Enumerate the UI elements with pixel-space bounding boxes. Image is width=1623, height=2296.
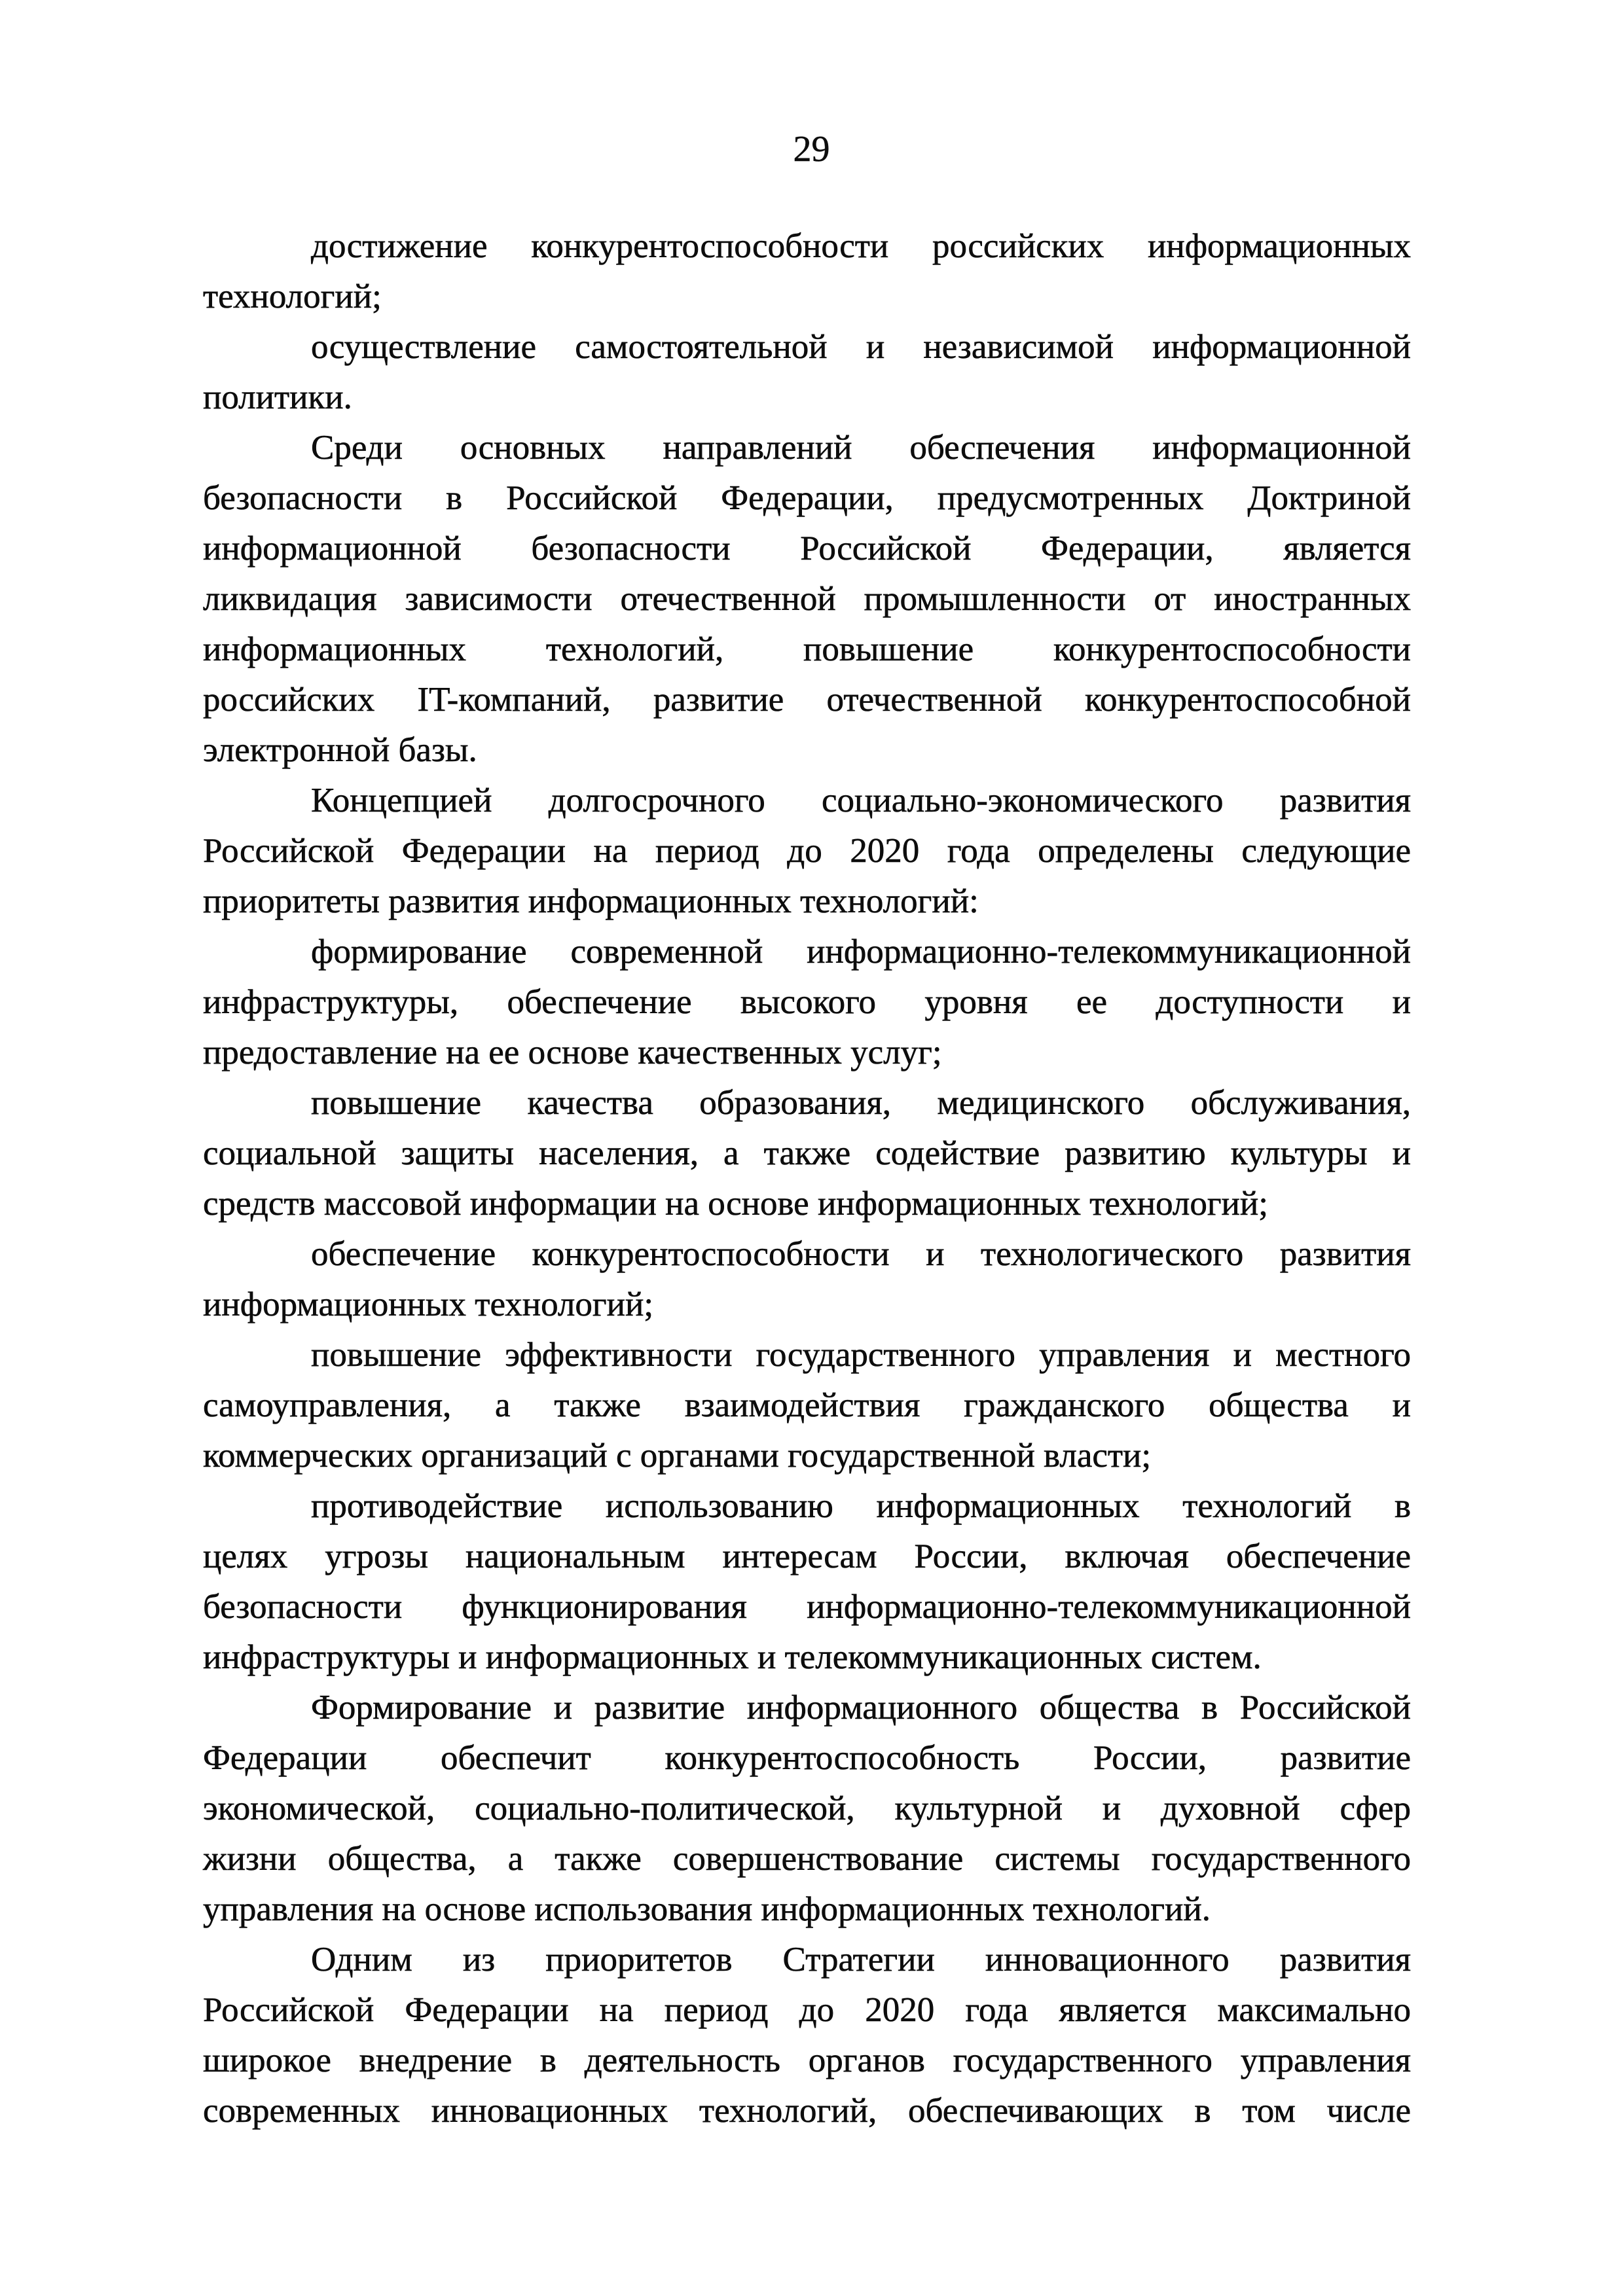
text-line: ликвидация зависимости отечественной промышленности от иностранных xyxy=(203,580,1411,618)
text-line: Одним из приоритетов Стратегии инновационного развития xyxy=(311,1941,1411,1979)
text-line: достижение конкурентоспособности российских информационных xyxy=(311,227,1411,265)
text-line: повышение эффективности государственного управления и местного xyxy=(311,1336,1411,1374)
paragraph xyxy=(203,1481,1411,1683)
text-line: Российской Федерации на период до 2020 года определены следующие xyxy=(203,832,1411,870)
text-line: жизни общества, а также совершенствование системы государственного xyxy=(203,1840,1411,1878)
text-line: Федерации обеспечит конкурентоспособность России, развитие xyxy=(203,1739,1411,1777)
text-line: российских IT-компаний, развитие отечественной конкурентоспособной xyxy=(203,681,1411,719)
paragraph xyxy=(203,423,1411,776)
text-line: приоритеты развития информационных технологий: xyxy=(203,882,979,920)
text-line: безопасности функционирования информационно-телекоммуникационной xyxy=(203,1588,1411,1626)
text-line: Среди основных направлений обеспечения информационной xyxy=(311,429,1411,467)
text-line: управления на основе использования информационных технологий. xyxy=(203,1890,1211,1928)
text-line: повышение качества образования, медицинского обслуживания, xyxy=(311,1084,1411,1122)
text-line: безопасности в Российской Федерации, предусмотренных Доктриной xyxy=(203,479,1411,517)
text-line: современных инновационных технологий, обеспечивающих в том числе xyxy=(203,2092,1411,2130)
text-line: целях угрозы национальным интересам России, включая обеспечение xyxy=(203,1537,1411,1575)
text-line: самоуправления, а также взаимодействия гражданского общества и xyxy=(203,1386,1411,1424)
text-line: технологий; xyxy=(203,278,382,315)
page-number: 29 xyxy=(793,129,830,170)
text-line: электронной базы. xyxy=(203,731,477,769)
document-body xyxy=(203,221,1411,2136)
text-line: широкое внедрение в деятельность органов государственного управления xyxy=(203,2041,1411,2079)
text-line: противодействие использованию информационных технологий в xyxy=(311,1487,1411,1525)
paragraph xyxy=(203,1330,1411,1481)
paragraph xyxy=(203,927,1411,1078)
text-line: экономической, социально-политической, культурной и духовной сфер xyxy=(203,1789,1411,1827)
text-line: коммерческих организаций с органами государственной власти; xyxy=(203,1437,1152,1475)
text-line: информационной безопасности Российской Федерации, является xyxy=(203,529,1411,567)
text-line: формирование современной информационно-телекоммуникационной xyxy=(311,933,1411,971)
text-line: Концепцией долгосрочного социально-экономического развития xyxy=(311,781,1411,819)
text-line: средств массовой информации на основе информационных технологий; xyxy=(203,1185,1269,1223)
text-line: Формирование и развитие информационного общества в Российской xyxy=(311,1689,1411,1727)
text-line: обеспечение конкурентоспособности и технологического развития xyxy=(311,1235,1411,1273)
paragraph xyxy=(203,1229,1411,1330)
text-line: осуществление самостоятельной и независимой информационной xyxy=(311,328,1411,366)
text-line: инфраструктуры, обеспечение высокого уровня ее доступности и xyxy=(203,983,1411,1021)
text-line: информационных технологий; xyxy=(203,1285,654,1323)
paragraph xyxy=(203,1683,1411,1935)
paragraph xyxy=(203,221,1411,322)
paragraph xyxy=(203,322,1411,423)
text-line: инфраструктуры и информационных и телекоммуникационных систем. xyxy=(203,1638,1262,1676)
text-line: предоставление на ее основе качественных услуг; xyxy=(203,1033,942,1071)
paragraph xyxy=(203,776,1411,927)
text-line: политики. xyxy=(203,378,352,416)
paragraph xyxy=(203,1078,1411,1229)
text-line: Российской Федерации на период до 2020 года является максимально xyxy=(203,1991,1411,2029)
text-line: информационных технологий, повышение конкурентоспособности xyxy=(203,630,1411,668)
text-line: социальной защиты населения, а также содействие развитию культуры и xyxy=(203,1134,1411,1172)
paragraph xyxy=(203,1935,1411,2136)
